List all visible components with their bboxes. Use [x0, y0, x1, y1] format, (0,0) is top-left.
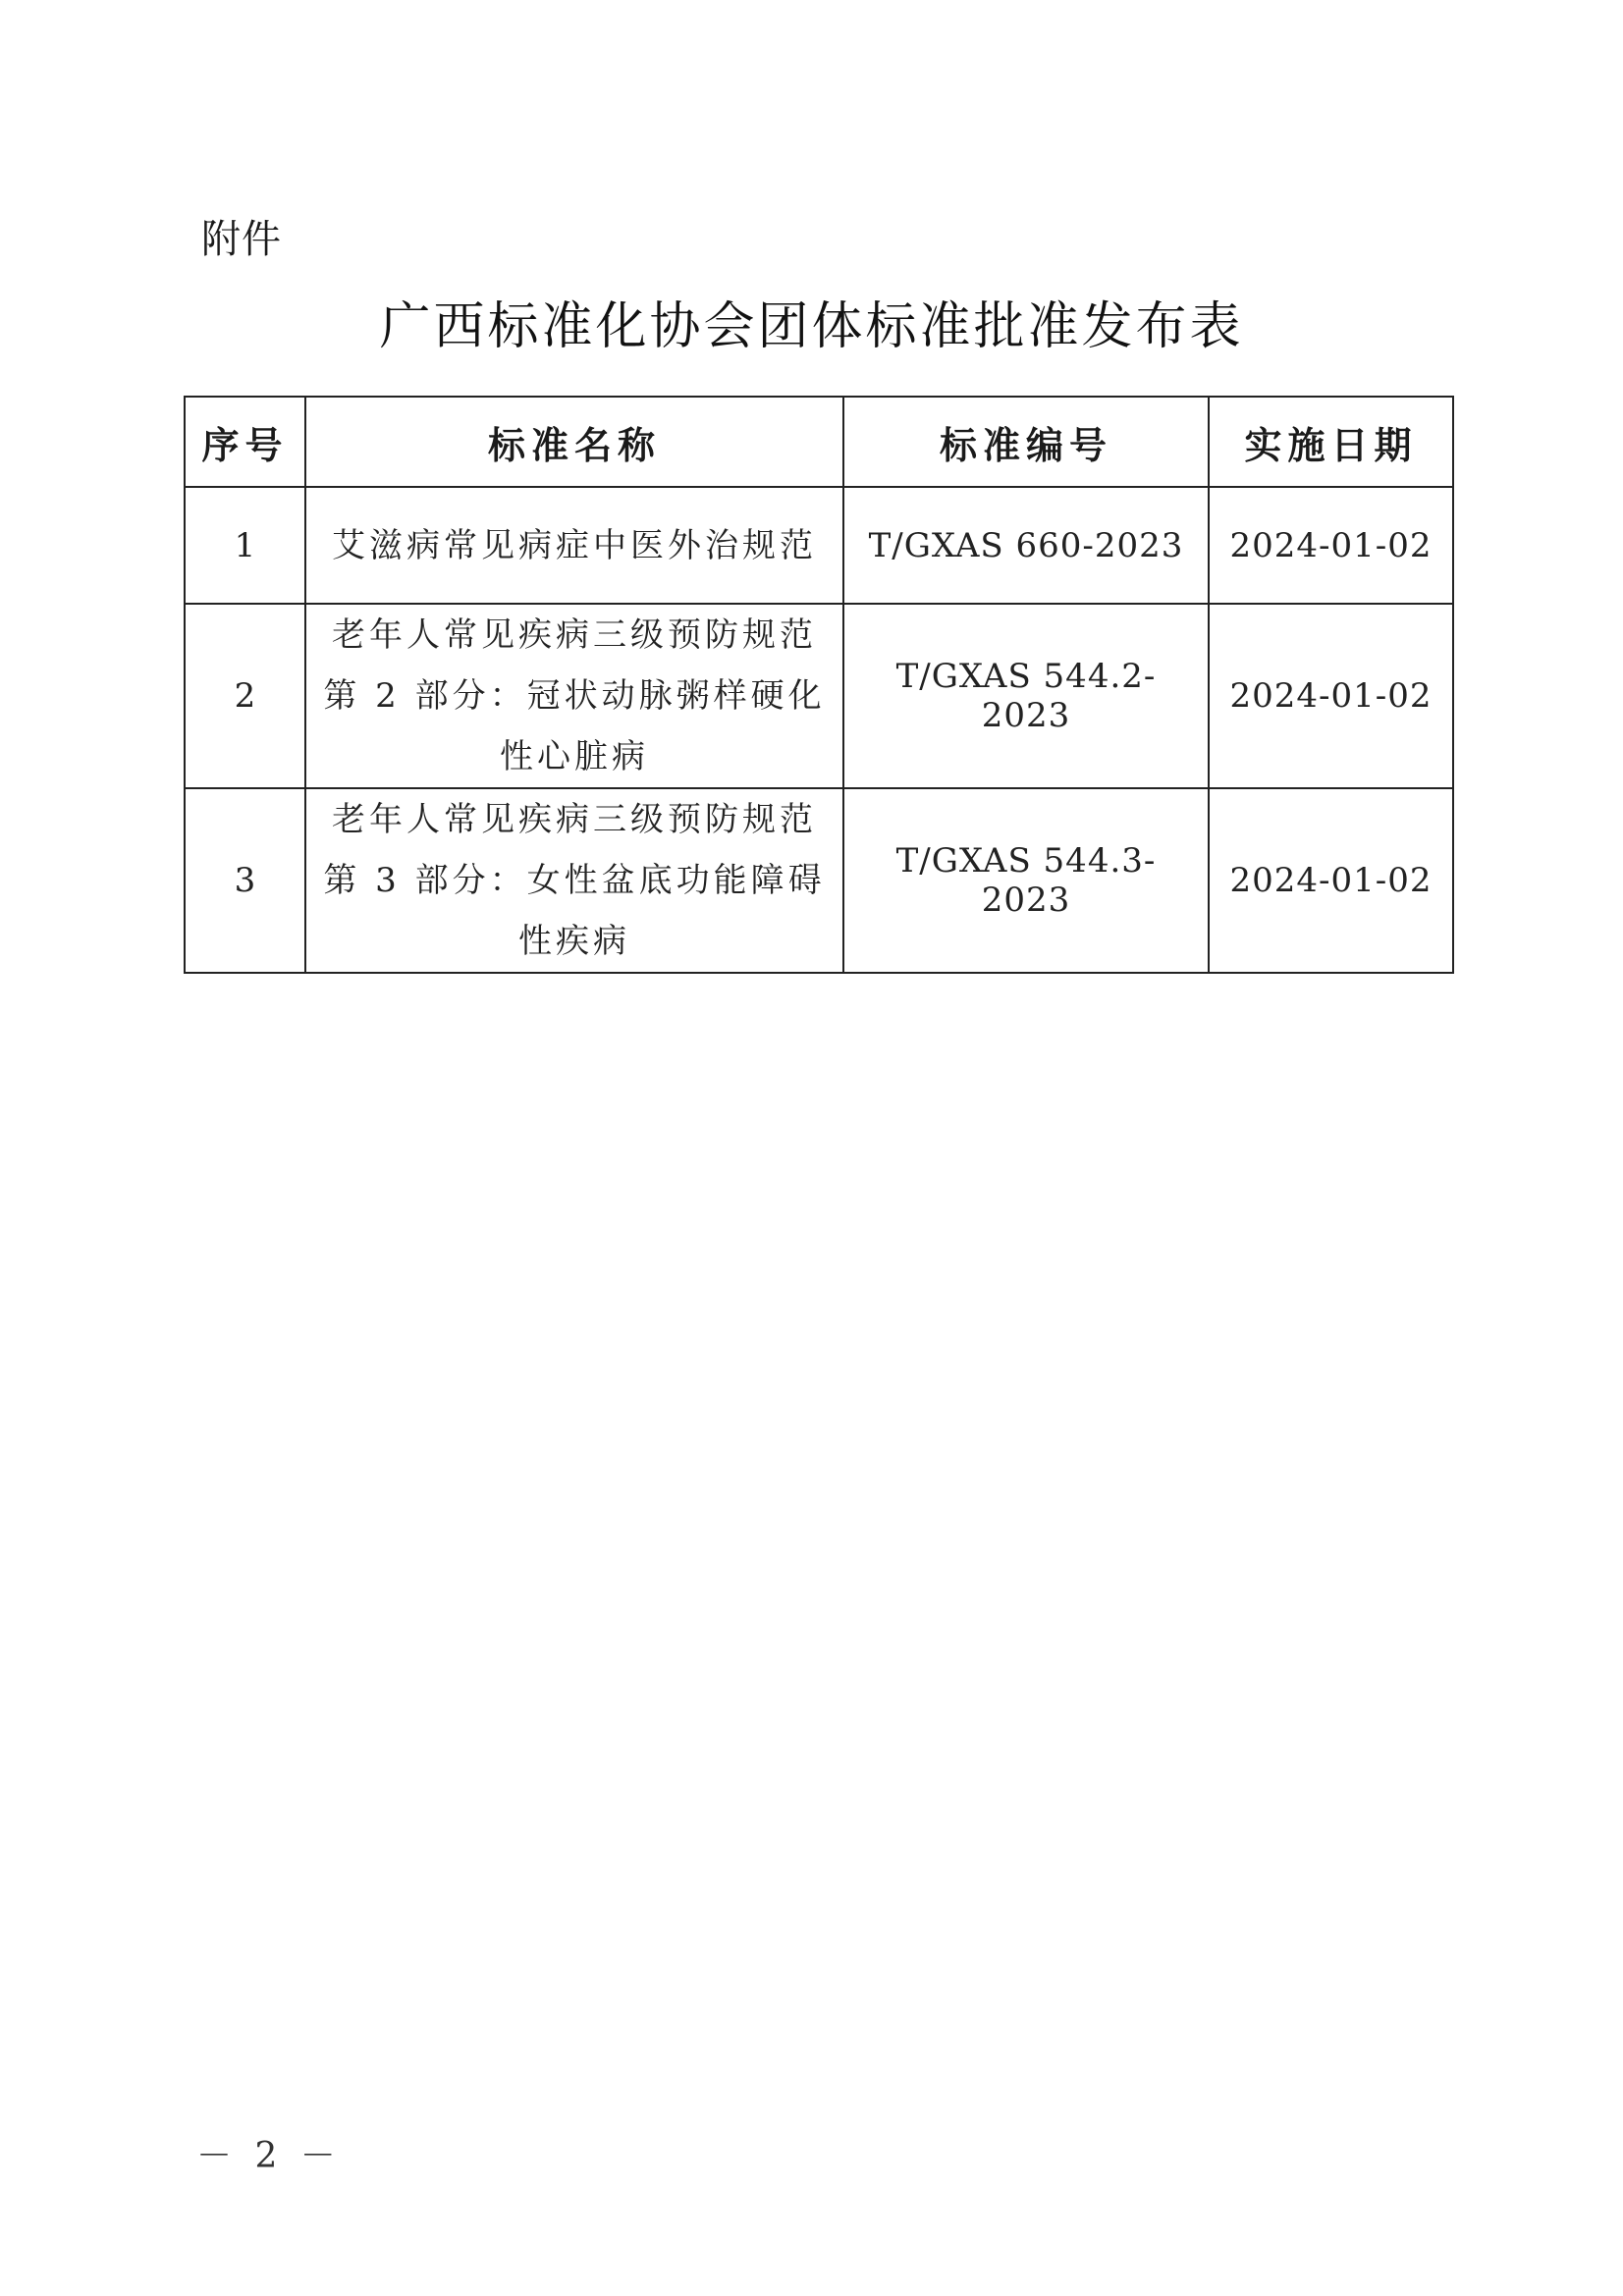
name-line: 老年人常见疾病三级预防规范	[332, 800, 817, 839]
name-cell	[305, 604, 843, 788]
name-line: 性疾病	[518, 922, 630, 961]
standards-table	[184, 396, 1454, 974]
table-row	[185, 604, 1453, 788]
name-line: 第 2 部分：冠状动脉粥样硬化	[323, 676, 826, 716]
header-code: 标准编号	[843, 397, 1209, 487]
date-cell: 2024-01-02	[1209, 487, 1453, 604]
code-cell: T/GXAS 544.2-2023	[843, 604, 1209, 788]
name-line: 艾滋病常见病症中医外治规范	[332, 525, 817, 565]
seq-cell: 2	[185, 604, 305, 788]
seq-cell: 1	[185, 487, 305, 604]
seq-cell: 3	[185, 788, 305, 973]
header-seq: 序号	[185, 397, 305, 487]
header-date: 实施日期	[1209, 397, 1453, 487]
table-row	[185, 487, 1453, 604]
name-line: 第 3 部分：女性盆底功能障碍	[323, 861, 826, 900]
name-cell	[305, 788, 843, 973]
table-header-row	[185, 397, 1453, 487]
table-row	[185, 788, 1453, 973]
name-line: 老年人常见疾病三级预防规范	[332, 615, 817, 655]
date-cell: 2024-01-02	[1209, 788, 1453, 973]
name-line: 性心脏病	[500, 737, 649, 776]
date-cell: 2024-01-02	[1209, 604, 1453, 788]
code-cell: T/GXAS 660-2023	[843, 487, 1209, 604]
page-number: － 2 －	[196, 2136, 342, 2176]
name-cell	[305, 487, 843, 604]
page-title: 广西标准化协会团体标准批准发布表	[379, 297, 1244, 356]
attachment-label: 附件	[201, 217, 282, 262]
header-name: 标准名称	[305, 397, 843, 487]
code-cell: T/GXAS 544.3-2023	[843, 788, 1209, 973]
